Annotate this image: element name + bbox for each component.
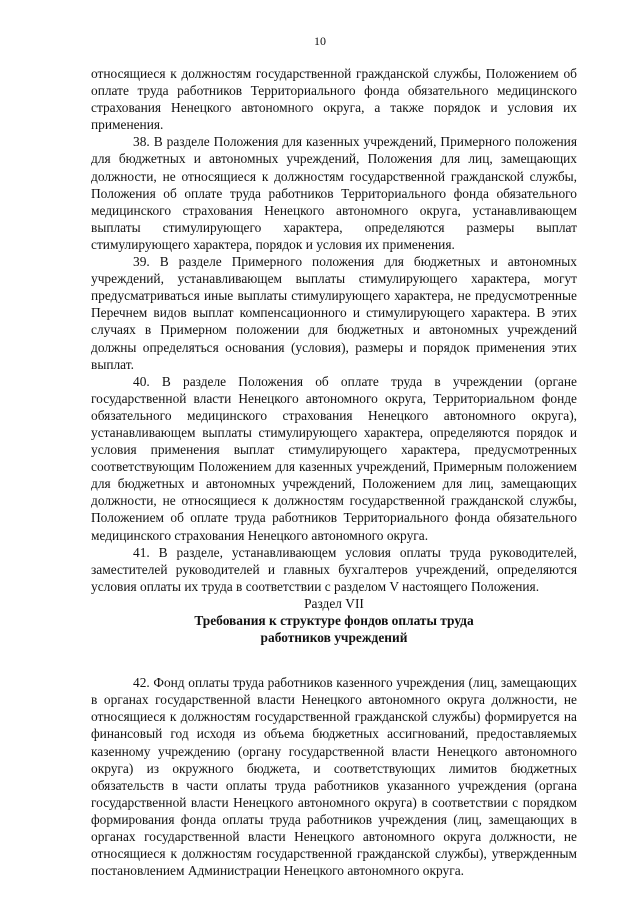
document-body [91,65,577,879]
section-title-line-2: работников учреждений [260,630,408,646]
paragraph-39: 39. В разделе Примерного положения для бюджетных и автономных учреждений, устанавливающем выплаты стимулирующего характера, могут предусматриваться иные выплаты стимулирующего характера, не предусмотренные Перечнем видов выплат компенсационного и стимулирующего характера. В этих случаях в Примерном положении для бюджетных и автономных учреждений должны определяться основания (условия), размеры и порядок применения этих выплат. [91,254,577,372]
paragraph-continuation: относящиеся к должностям государственной гражданской службы, Положением об оплате труда работников Территориального фонда обязательного медицинского страхования Ненецкого автономного округа, а также порядок и условия их применения. [91,66,577,133]
page-number: 10 [314,34,326,48]
section-title-line-1: Требования к структуре фондов оплаты труда [194,613,474,628]
section-label: Раздел VII [304,595,364,611]
paragraph-38: 38. В разделе Положения для казенных учреждений, Примерного положения для бюджетных и автономных учреждений, Положения для лиц, замещающих должности, не относящиеся к должностям государственной гражданской службы, Положения об оплате труда работников Территориального фонда обязательного медицинского страхования Ненецкого автономного округа, устанавливающем выплаты стимулирующего характера, определяются размеры выплат стимулирующего характера, порядок и условия их применения. [91,134,577,252]
paragraph-40: 40. В разделе Положения об оплате труда в учреждении (органе государственной власти Ненецкого автономного округа, Территориальном фонде обязательного медицинского страхования Ненецкого автономного округа), устанавливающем выплаты стимулирующего характера, определяются порядок и условия применения выплат стимулирующего характера, предусмотренных соответствующим Положением для казенных учреждений, Примерным положением для бюджетных и автономных учреждений, Положением для лиц, замещающих должности, не относящиеся к должностям государственной гражданской службы, Положением об оплате труда работников Территориального фонда обязательного медицинского страхования Ненецкого автономного округа. [91,373,577,543]
paragraph-41: 41. В разделе, устанавливающем условия оплаты труда руководителей, заместителей руководителей и главных бухгалтеров учреждений, определяются условия оплаты их труда в соответствии с разделом V настоящего Положения. [91,544,577,594]
paragraph-42: 42. Фонд оплаты труда работников казенного учреждения (лиц, замещающих в органах государственной власти Ненецкого автономного округа должности, не относящиеся к должностям государственной гражданской службы) формируется на финансовый год исходя из объема бюджетных ассигнований, предоставляемых казенному учреждению (органу государственной власти Ненецкого автономного округа) из окружного бюджета, и соответствующих лимитов бюджетных обязательств в части оплаты труда работников указанного учреждения (органа государственной власти Ненецкого автономного округа) в соответствии с порядком формирования фонда оплаты труда работников учреждения (лиц, замещающих в органах государственной власти Ненецкого автономного округа должности, не относящиеся к должностям государственной гражданской службы), утвержденным постановлением Администрации Ненецкого автономного округа. [91,675,577,879]
